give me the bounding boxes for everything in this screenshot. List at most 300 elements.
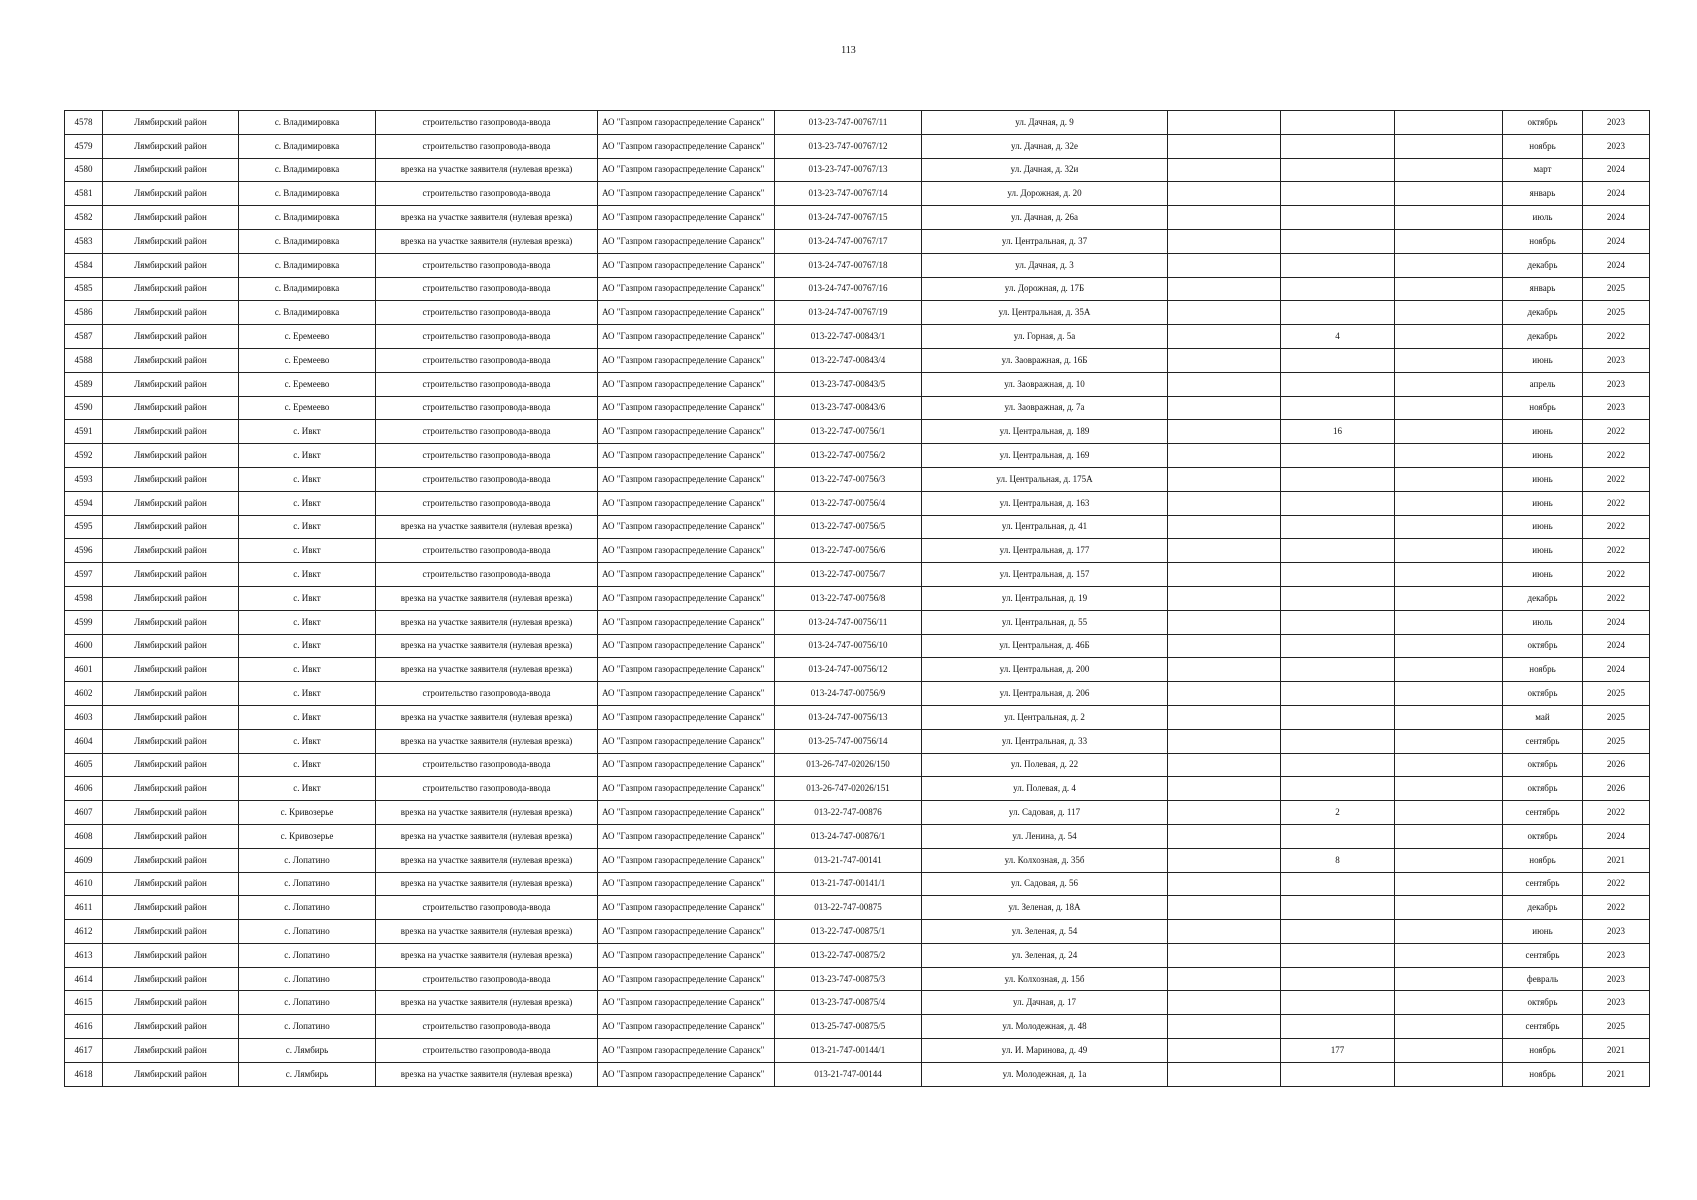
cell-organization: АО "Газпром газораспределение Саранск" [598, 515, 775, 539]
cell-extra-1 [1168, 111, 1281, 135]
cell-extra-2 [1395, 563, 1503, 587]
cell-work-type: строительство газопровода-ввода [376, 491, 598, 515]
cell-extra-1 [1168, 467, 1281, 491]
cell-month: июнь [1503, 563, 1583, 587]
cell-organization: АО "Газпром газораспределение Саранск" [598, 253, 775, 277]
table-row [65, 325, 1650, 349]
cell-quantity [1281, 277, 1395, 301]
cell-contract-number: 013-22-747-00843/4 [775, 348, 922, 372]
cell-month: май [1503, 705, 1583, 729]
cell-extra-1 [1168, 182, 1281, 206]
cell-year: 2022 [1583, 325, 1650, 349]
cell-settlement: с. Еремеево [239, 325, 376, 349]
cell-year: 2025 [1583, 682, 1650, 706]
cell-work-type: строительство газопровода-ввода [376, 563, 598, 587]
cell-work-type: строительство газопровода-ввода [376, 1039, 598, 1063]
cell-address: ул. Садовая, д. 56 [922, 872, 1168, 896]
cell-extra-2 [1395, 872, 1503, 896]
cell-settlement: с. Ивкт [239, 539, 376, 563]
cell-district: Лямбирский район [103, 1039, 239, 1063]
cell-extra-1 [1168, 777, 1281, 801]
cell-quantity: 16 [1281, 420, 1395, 444]
cell-work-type: врезка на участке заявителя (нулевая врезка) [376, 610, 598, 634]
cell-contract-number: 013-25-747-00875/5 [775, 1015, 922, 1039]
cell-contract-number: 013-24-747-00756/11 [775, 610, 922, 634]
cell-extra-2 [1395, 943, 1503, 967]
cell-district: Лямбирский район [103, 1062, 239, 1086]
table-row [65, 1039, 1650, 1063]
cell-extra-1 [1168, 372, 1281, 396]
cell-district: Лямбирский район [103, 634, 239, 658]
cell-extra-2 [1395, 991, 1503, 1015]
cell-extra-1 [1168, 801, 1281, 825]
cell-work-type: врезка на участке заявителя (нулевая врезка) [376, 824, 598, 848]
cell-organization: АО "Газпром газораспределение Саранск" [598, 134, 775, 158]
cell-quantity [1281, 491, 1395, 515]
cell-work-type: врезка на участке заявителя (нулевая врезка) [376, 729, 598, 753]
cell-year: 2023 [1583, 920, 1650, 944]
cell-work-type: строительство газопровода-ввода [376, 182, 598, 206]
cell-address: ул. Полевая, д. 4 [922, 777, 1168, 801]
cell-settlement: с. Ивкт [239, 586, 376, 610]
cell-organization: АО "Газпром газораспределение Саранск" [598, 396, 775, 420]
cell-organization: АО "Газпром газораспределение Саранск" [598, 158, 775, 182]
cell-row-number: 4602 [65, 682, 103, 706]
cell-work-type: строительство газопровода-ввода [376, 967, 598, 991]
cell-organization: АО "Газпром газораспределение Саранск" [598, 991, 775, 1015]
cell-extra-1 [1168, 515, 1281, 539]
cell-settlement: с. Лопатино [239, 848, 376, 872]
cell-settlement: с. Владимировка [239, 229, 376, 253]
cell-quantity [1281, 539, 1395, 563]
table-row [65, 182, 1650, 206]
cell-organization: АО "Газпром газораспределение Саранск" [598, 896, 775, 920]
cell-address: ул. Центральная, д. 175А [922, 467, 1168, 491]
cell-organization: АО "Газпром газораспределение Саранск" [598, 229, 775, 253]
cell-extra-2 [1395, 206, 1503, 230]
cell-extra-2 [1395, 491, 1503, 515]
cell-settlement: с. Ивкт [239, 515, 376, 539]
cell-organization: АО "Газпром газораспределение Саранск" [598, 420, 775, 444]
cell-extra-2 [1395, 111, 1503, 135]
cell-settlement: с. Ивкт [239, 729, 376, 753]
cell-contract-number: 013-22-747-00756/7 [775, 563, 922, 587]
cell-quantity [1281, 896, 1395, 920]
cell-district: Лямбирский район [103, 705, 239, 729]
cell-address: ул. Заовражная, д. 7а [922, 396, 1168, 420]
cell-month: июнь [1503, 920, 1583, 944]
cell-work-type: строительство газопровода-ввода [376, 420, 598, 444]
cell-district: Лямбирский район [103, 134, 239, 158]
cell-year: 2022 [1583, 539, 1650, 563]
cell-address: ул. Центральная, д. 157 [922, 563, 1168, 587]
table-row [65, 777, 1650, 801]
cell-year: 2024 [1583, 206, 1650, 230]
table-row [65, 277, 1650, 301]
cell-organization: АО "Газпром газораспределение Саранск" [598, 801, 775, 825]
table-row [65, 920, 1650, 944]
table-row [65, 729, 1650, 753]
cell-quantity [1281, 872, 1395, 896]
cell-district: Лямбирский район [103, 444, 239, 468]
cell-organization: АО "Газпром газораспределение Саранск" [598, 610, 775, 634]
cell-row-number: 4612 [65, 920, 103, 944]
cell-row-number: 4595 [65, 515, 103, 539]
table-row [65, 229, 1650, 253]
cell-quantity [1281, 372, 1395, 396]
cell-district: Лямбирский район [103, 372, 239, 396]
cell-year: 2022 [1583, 491, 1650, 515]
cell-quantity [1281, 253, 1395, 277]
cell-extra-1 [1168, 158, 1281, 182]
cell-contract-number: 013-24-747-00767/19 [775, 301, 922, 325]
cell-address: ул. Центральная, д. 35А [922, 301, 1168, 325]
cell-contract-number: 013-23-747-00875/3 [775, 967, 922, 991]
cell-district: Лямбирский район [103, 801, 239, 825]
cell-settlement: с. Лопатино [239, 943, 376, 967]
cell-address: ул. Садовая, д. 117 [922, 801, 1168, 825]
cell-address: ул. Центральная, д. 169 [922, 444, 1168, 468]
cell-row-number: 4584 [65, 253, 103, 277]
cell-month: январь [1503, 182, 1583, 206]
cell-address: ул. Дачная, д. 9 [922, 111, 1168, 135]
cell-organization: АО "Газпром газораспределение Саранск" [598, 586, 775, 610]
cell-month: октябрь [1503, 634, 1583, 658]
cell-contract-number: 013-23-747-00875/4 [775, 991, 922, 1015]
cell-year: 2021 [1583, 1039, 1650, 1063]
cell-work-type: врезка на участке заявителя (нулевая врезка) [376, 658, 598, 682]
cell-organization: АО "Газпром газораспределение Саранск" [598, 301, 775, 325]
cell-year: 2024 [1583, 824, 1650, 848]
cell-contract-number: 013-22-747-00756/3 [775, 467, 922, 491]
cell-settlement: с. Еремеево [239, 372, 376, 396]
cell-quantity [1281, 111, 1395, 135]
cell-extra-1 [1168, 610, 1281, 634]
cell-district: Лямбирский район [103, 277, 239, 301]
cell-quantity [1281, 586, 1395, 610]
cell-month: июнь [1503, 444, 1583, 468]
cell-organization: АО "Газпром газораспределение Саранск" [598, 182, 775, 206]
cell-organization: АО "Газпром газораспределение Саранск" [598, 539, 775, 563]
cell-contract-number: 013-24-747-00756/13 [775, 705, 922, 729]
cell-extra-1 [1168, 967, 1281, 991]
cell-extra-2 [1395, 753, 1503, 777]
cell-work-type: строительство газопровода-ввода [376, 444, 598, 468]
cell-extra-2 [1395, 967, 1503, 991]
cell-year: 2025 [1583, 277, 1650, 301]
cell-year: 2022 [1583, 586, 1650, 610]
cell-extra-1 [1168, 444, 1281, 468]
cell-work-type: врезка на участке заявителя (нулевая врезка) [376, 158, 598, 182]
cell-quantity [1281, 634, 1395, 658]
table-row [65, 824, 1650, 848]
cell-year: 2023 [1583, 943, 1650, 967]
cell-extra-1 [1168, 539, 1281, 563]
cell-month: июнь [1503, 348, 1583, 372]
cell-contract-number: 013-24-747-00767/18 [775, 253, 922, 277]
cell-month: сентябрь [1503, 943, 1583, 967]
cell-quantity [1281, 943, 1395, 967]
cell-work-type: строительство газопровода-ввода [376, 277, 598, 301]
cell-extra-2 [1395, 158, 1503, 182]
cell-settlement: с. Ивкт [239, 610, 376, 634]
cell-extra-2 [1395, 277, 1503, 301]
cell-settlement: с. Еремеево [239, 396, 376, 420]
cell-contract-number: 013-21-747-00141 [775, 848, 922, 872]
cell-settlement: с. Владимировка [239, 206, 376, 230]
cell-settlement: с. Ивкт [239, 467, 376, 491]
cell-extra-2 [1395, 348, 1503, 372]
cell-year: 2022 [1583, 444, 1650, 468]
cell-contract-number: 013-22-747-00843/1 [775, 325, 922, 349]
cell-month: ноябрь [1503, 134, 1583, 158]
cell-row-number: 4591 [65, 420, 103, 444]
table-row [65, 682, 1650, 706]
cell-address: ул. Молодежная, д. 48 [922, 1015, 1168, 1039]
cell-extra-1 [1168, 682, 1281, 706]
table-row [65, 396, 1650, 420]
cell-month: декабрь [1503, 896, 1583, 920]
cell-address: ул. Дачная, д. 32и [922, 158, 1168, 182]
cell-settlement: с. Владимировка [239, 277, 376, 301]
cell-district: Лямбирский район [103, 682, 239, 706]
cell-extra-2 [1395, 539, 1503, 563]
cell-address: ул. Зеленая, д. 54 [922, 920, 1168, 944]
cell-row-number: 4605 [65, 753, 103, 777]
cell-year: 2022 [1583, 872, 1650, 896]
table-row [65, 967, 1650, 991]
cell-address: ул. Зеленая, д. 24 [922, 943, 1168, 967]
cell-quantity [1281, 967, 1395, 991]
cell-contract-number: 013-24-747-00767/16 [775, 277, 922, 301]
cell-address: ул. Ленина, д. 54 [922, 824, 1168, 848]
cell-row-number: 4606 [65, 777, 103, 801]
cell-work-type: строительство газопровода-ввода [376, 111, 598, 135]
table-row [65, 705, 1650, 729]
cell-row-number: 4607 [65, 801, 103, 825]
cell-settlement: с. Лямбирь [239, 1039, 376, 1063]
cell-extra-1 [1168, 896, 1281, 920]
cell-organization: АО "Газпром газораспределение Саранск" [598, 491, 775, 515]
cell-contract-number: 013-21-747-00144 [775, 1062, 922, 1086]
registry-table [64, 110, 1650, 1087]
cell-contract-number: 013-22-747-00756/1 [775, 420, 922, 444]
cell-work-type: строительство газопровода-ввода [376, 134, 598, 158]
cell-organization: АО "Газпром газораспределение Саранск" [598, 848, 775, 872]
cell-contract-number: 013-23-747-00767/14 [775, 182, 922, 206]
cell-extra-1 [1168, 491, 1281, 515]
cell-organization: АО "Газпром газораспределение Саранск" [598, 920, 775, 944]
cell-month: июнь [1503, 491, 1583, 515]
cell-extra-2 [1395, 515, 1503, 539]
cell-row-number: 4594 [65, 491, 103, 515]
cell-address: ул. Заовражная, д. 10 [922, 372, 1168, 396]
table-row [65, 991, 1650, 1015]
cell-year: 2021 [1583, 1062, 1650, 1086]
cell-year: 2024 [1583, 658, 1650, 682]
cell-address: ул. Колхозная, д. 35б [922, 848, 1168, 872]
cell-work-type: строительство газопровода-ввода [376, 539, 598, 563]
cell-row-number: 4614 [65, 967, 103, 991]
cell-work-type: врезка на участке заявителя (нулевая врезка) [376, 943, 598, 967]
cell-extra-1 [1168, 729, 1281, 753]
cell-row-number: 4578 [65, 111, 103, 135]
cell-quantity [1281, 920, 1395, 944]
cell-year: 2022 [1583, 420, 1650, 444]
cell-settlement: с. Ивкт [239, 777, 376, 801]
cell-year: 2024 [1583, 229, 1650, 253]
cell-organization: АО "Газпром газораспределение Саранск" [598, 467, 775, 491]
cell-contract-number: 013-22-747-00756/4 [775, 491, 922, 515]
cell-work-type: врезка на участке заявителя (нулевая врезка) [376, 801, 598, 825]
table-row [65, 896, 1650, 920]
cell-district: Лямбирский район [103, 396, 239, 420]
cell-work-type: строительство газопровода-ввода [376, 301, 598, 325]
cell-district: Лямбирский район [103, 515, 239, 539]
cell-contract-number: 013-23-747-00767/11 [775, 111, 922, 135]
cell-month: ноябрь [1503, 1039, 1583, 1063]
cell-district: Лямбирский район [103, 658, 239, 682]
cell-work-type: строительство газопровода-ввода [376, 753, 598, 777]
cell-contract-number: 013-22-747-00876 [775, 801, 922, 825]
cell-district: Лямбирский район [103, 824, 239, 848]
cell-row-number: 4588 [65, 348, 103, 372]
cell-contract-number: 013-24-747-00767/17 [775, 229, 922, 253]
cell-address: ул. Центральная, д. 46Б [922, 634, 1168, 658]
cell-address: ул. Дачная, д. 26а [922, 206, 1168, 230]
cell-settlement: с. Ивкт [239, 634, 376, 658]
table-row [65, 539, 1650, 563]
table-row [65, 158, 1650, 182]
cell-month: декабрь [1503, 586, 1583, 610]
cell-quantity [1281, 158, 1395, 182]
cell-year: 2023 [1583, 967, 1650, 991]
cell-quantity [1281, 682, 1395, 706]
cell-work-type: строительство газопровода-ввода [376, 682, 598, 706]
cell-extra-1 [1168, 229, 1281, 253]
cell-year: 2024 [1583, 158, 1650, 182]
cell-extra-1 [1168, 1062, 1281, 1086]
cell-month: октябрь [1503, 824, 1583, 848]
cell-settlement: с. Владимировка [239, 158, 376, 182]
cell-month: ноябрь [1503, 396, 1583, 420]
cell-organization: АО "Газпром газораспределение Саранск" [598, 348, 775, 372]
cell-settlement: с. Ивкт [239, 563, 376, 587]
cell-row-number: 4610 [65, 872, 103, 896]
cell-contract-number: 013-22-747-00756/5 [775, 515, 922, 539]
cell-extra-2 [1395, 301, 1503, 325]
cell-extra-1 [1168, 705, 1281, 729]
cell-settlement: с. Лопатино [239, 991, 376, 1015]
cell-contract-number: 013-23-747-00843/6 [775, 396, 922, 420]
cell-contract-number: 013-22-747-00756/6 [775, 539, 922, 563]
cell-year: 2025 [1583, 705, 1650, 729]
cell-settlement: с. Владимировка [239, 134, 376, 158]
cell-quantity [1281, 705, 1395, 729]
cell-month: июль [1503, 206, 1583, 230]
table-row [65, 444, 1650, 468]
cell-settlement: с. Владимировка [239, 301, 376, 325]
cell-address: ул. Дачная, д. 3 [922, 253, 1168, 277]
cell-address: ул. Молодежная, д. 1а [922, 1062, 1168, 1086]
cell-extra-1 [1168, 1015, 1281, 1039]
table-row [65, 467, 1650, 491]
cell-month: октябрь [1503, 753, 1583, 777]
cell-contract-number: 013-25-747-00756/14 [775, 729, 922, 753]
cell-extra-1 [1168, 658, 1281, 682]
cell-address: ул. Центральная, д. 41 [922, 515, 1168, 539]
cell-organization: АО "Газпром газораспределение Саранск" [598, 634, 775, 658]
cell-month: ноябрь [1503, 229, 1583, 253]
cell-work-type: строительство газопровода-ввода [376, 896, 598, 920]
cell-address: ул. Центральная, д. 55 [922, 610, 1168, 634]
cell-organization: АО "Газпром газораспределение Саранск" [598, 372, 775, 396]
cell-extra-2 [1395, 229, 1503, 253]
cell-work-type: врезка на участке заявителя (нулевая врезка) [376, 848, 598, 872]
cell-year: 2023 [1583, 134, 1650, 158]
cell-quantity [1281, 444, 1395, 468]
cell-extra-2 [1395, 325, 1503, 349]
cell-address: ул. Центральная, д. 163 [922, 491, 1168, 515]
cell-extra-2 [1395, 134, 1503, 158]
cell-work-type: строительство газопровода-ввода [376, 348, 598, 372]
cell-year: 2023 [1583, 372, 1650, 396]
cell-work-type: врезка на участке заявителя (нулевая врезка) [376, 1062, 598, 1086]
cell-year: 2022 [1583, 801, 1650, 825]
cell-district: Лямбирский район [103, 467, 239, 491]
cell-month: октябрь [1503, 111, 1583, 135]
table-row [65, 801, 1650, 825]
cell-row-number: 4582 [65, 206, 103, 230]
cell-settlement: с. Владимировка [239, 253, 376, 277]
cell-row-number: 4611 [65, 896, 103, 920]
cell-year: 2024 [1583, 634, 1650, 658]
cell-month: октябрь [1503, 777, 1583, 801]
cell-extra-1 [1168, 277, 1281, 301]
cell-organization: АО "Газпром газораспределение Саранск" [598, 444, 775, 468]
cell-extra-2 [1395, 586, 1503, 610]
cell-address: ул. Дачная, д. 32е [922, 134, 1168, 158]
cell-quantity [1281, 1062, 1395, 1086]
cell-settlement: с. Еремеево [239, 348, 376, 372]
cell-extra-2 [1395, 396, 1503, 420]
cell-contract-number: 013-22-747-00756/8 [775, 586, 922, 610]
cell-extra-2 [1395, 634, 1503, 658]
cell-extra-2 [1395, 896, 1503, 920]
cell-organization: АО "Газпром газораспределение Саранск" [598, 1039, 775, 1063]
registry-body [65, 111, 1650, 1087]
cell-extra-2 [1395, 420, 1503, 444]
cell-address: ул. Заовражная, д. 16Б [922, 348, 1168, 372]
cell-extra-1 [1168, 753, 1281, 777]
cell-address: ул. Дорожная, д. 17Б [922, 277, 1168, 301]
cell-year: 2025 [1583, 1015, 1650, 1039]
cell-row-number: 4608 [65, 824, 103, 848]
cell-month: июнь [1503, 539, 1583, 563]
cell-organization: АО "Газпром газораспределение Саранск" [598, 682, 775, 706]
cell-work-type: строительство газопровода-ввода [376, 777, 598, 801]
cell-quantity [1281, 729, 1395, 753]
cell-district: Лямбирский район [103, 848, 239, 872]
cell-work-type: строительство газопровода-ввода [376, 372, 598, 396]
cell-row-number: 4616 [65, 1015, 103, 1039]
cell-organization: АО "Газпром газораспределение Саранск" [598, 824, 775, 848]
table-row [65, 515, 1650, 539]
cell-quantity [1281, 229, 1395, 253]
cell-district: Лямбирский район [103, 182, 239, 206]
cell-contract-number: 013-22-747-00875/1 [775, 920, 922, 944]
cell-address: ул. Центральная, д. 37 [922, 229, 1168, 253]
